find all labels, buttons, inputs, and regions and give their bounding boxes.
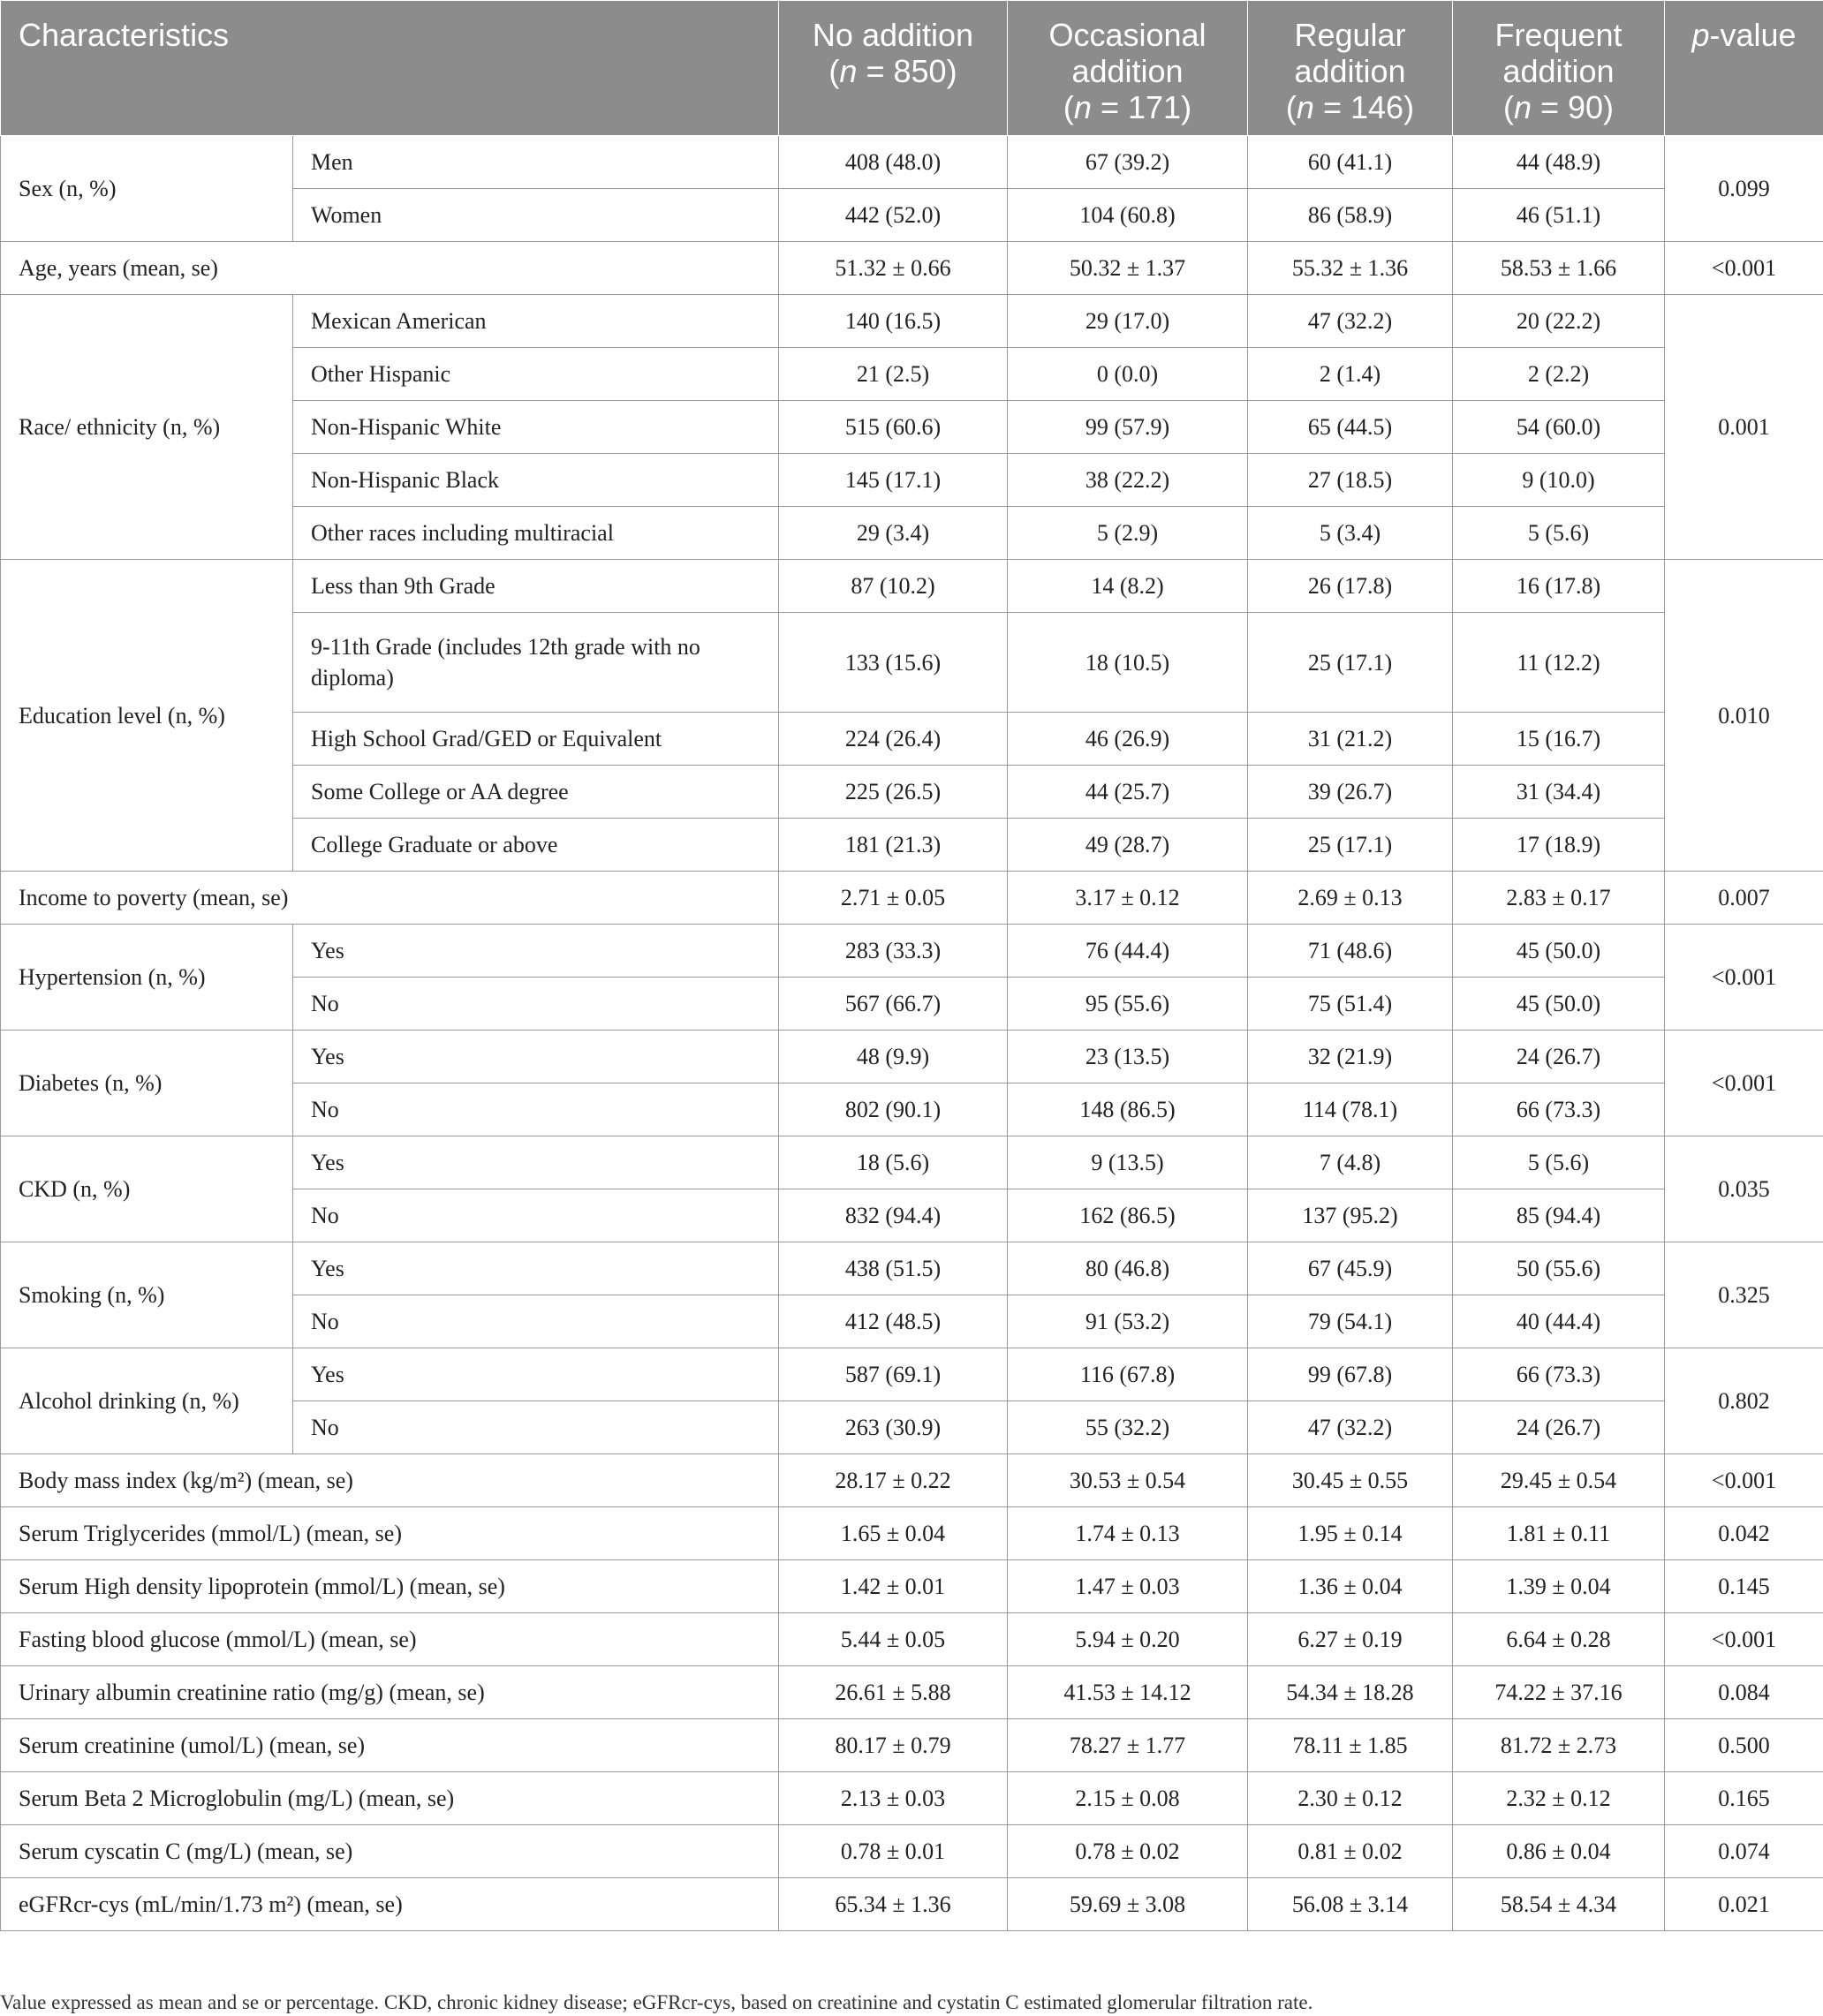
cell-value: 16 (17.8) <box>1453 560 1665 613</box>
cell-value: 2.30 ± 0.12 <box>1248 1772 1453 1825</box>
group-label: Education level (n, %) <box>1 560 293 872</box>
cell-value: 60 (41.1) <box>1248 136 1453 189</box>
table-row <box>1 1613 1823 1666</box>
table-row <box>1 136 1823 189</box>
cell-value: 44 (48.9) <box>1453 136 1665 189</box>
table-row <box>1 1825 1823 1878</box>
sub-label: Other Hispanic <box>293 348 779 401</box>
cell-value: 67 (45.9) <box>1248 1242 1453 1295</box>
cell-value: 58.53 ± 1.66 <box>1453 242 1665 295</box>
table-row <box>1 1031 1823 1084</box>
cell-value: 54.34 ± 18.28 <box>1248 1666 1453 1719</box>
cell-value: 21 (2.5) <box>779 348 1008 401</box>
group-label: Race/ ethnicity (n, %) <box>1 295 293 560</box>
sub-label: Mexican American <box>293 295 779 348</box>
group-n: 171 <box>1127 89 1182 125</box>
sub-label: High School Grad/GED or Equivalent <box>293 713 779 766</box>
cell-value: 41.53 ± 14.12 <box>1008 1666 1248 1719</box>
cell-value: 1.95 ± 0.14 <box>1248 1507 1453 1560</box>
cell-value: 55.32 ± 1.36 <box>1248 242 1453 295</box>
row-label: Serum High density lipoprotein (mmol/L) (mean, se) <box>1 1560 779 1613</box>
sub-label: Non-Hispanic Black <box>293 454 779 507</box>
p-value: <0.001 <box>1665 1613 1823 1666</box>
table-row <box>1 1348 1823 1401</box>
p-value: <0.001 <box>1665 1454 1823 1507</box>
cell-value: 46 (26.9) <box>1008 713 1248 766</box>
sub-label: Men <box>293 136 779 189</box>
cell-value: 1.39 ± 0.04 <box>1453 1560 1665 1613</box>
sub-label: Women <box>293 189 779 242</box>
row-label: eGFRcr-cys (mL/min/1.73 m²) (mean, se) <box>1 1878 779 1931</box>
cell-value: 133 (15.6) <box>779 613 1008 713</box>
cell-value: 50 (55.6) <box>1453 1242 1665 1295</box>
cell-value: 225 (26.5) <box>779 766 1008 819</box>
row-label: Serum creatinine (umol/L) (mean, se) <box>1 1719 779 1772</box>
cell-value: 65 (44.5) <box>1248 401 1453 454</box>
p-value: 0.001 <box>1665 295 1823 560</box>
cell-value: 1.81 ± 0.11 <box>1453 1507 1665 1560</box>
cell-value: 78.11 ± 1.85 <box>1248 1719 1453 1772</box>
group-n: 90 <box>1568 89 1604 125</box>
table-row <box>1 295 1823 348</box>
cell-value: 95 (55.6) <box>1008 978 1248 1031</box>
cell-value: 45 (50.0) <box>1453 925 1665 978</box>
row-label: Urinary albumin creatinine ratio (mg/g) (mean, se) <box>1 1666 779 1719</box>
header-group: No addition (n = 850) <box>779 1 1008 136</box>
row-label: Age, years (mean, se) <box>1 242 779 295</box>
group-n: 146 <box>1350 89 1404 125</box>
cell-value: 23 (13.5) <box>1008 1031 1248 1084</box>
cell-value: 18 (5.6) <box>779 1136 1008 1189</box>
cell-value: 67 (39.2) <box>1008 136 1248 189</box>
table-row <box>1 1719 1823 1772</box>
sub-label: Yes <box>293 1242 779 1295</box>
cell-value: 80 (46.8) <box>1008 1242 1248 1295</box>
sub-label: College Graduate or above <box>293 819 779 872</box>
sub-label: Yes <box>293 1031 779 1084</box>
cell-value: 7 (4.8) <box>1248 1136 1453 1189</box>
cell-value: 104 (60.8) <box>1008 189 1248 242</box>
cell-value: 31 (34.4) <box>1453 766 1665 819</box>
cell-value: 24 (26.7) <box>1453 1031 1665 1084</box>
cell-value: 2 (2.2) <box>1453 348 1665 401</box>
group-label: Diabetes (n, %) <box>1 1031 293 1136</box>
cell-value: 76 (44.4) <box>1008 925 1248 978</box>
cell-value: 5 (2.9) <box>1008 507 1248 560</box>
cell-value: 6.64 ± 0.28 <box>1453 1613 1665 1666</box>
cell-value: 65.34 ± 1.36 <box>779 1878 1008 1931</box>
cell-value: 38 (22.2) <box>1008 454 1248 507</box>
cell-value: 6.27 ± 0.19 <box>1248 1613 1453 1666</box>
cell-value: 31 (21.2) <box>1248 713 1453 766</box>
group-label: CKD (n, %) <box>1 1136 293 1242</box>
row-label: Serum Triglycerides (mmol/L) (mean, se) <box>1 1507 779 1560</box>
cell-value: 17 (18.9) <box>1453 819 1665 872</box>
sub-label: No <box>293 1401 779 1454</box>
cell-value: 2.32 ± 0.12 <box>1453 1772 1665 1825</box>
cell-value: 181 (21.3) <box>779 819 1008 872</box>
header-row <box>1 1 1823 136</box>
cell-value: 5 (3.4) <box>1248 507 1453 560</box>
cell-value: 56.08 ± 3.14 <box>1248 1878 1453 1931</box>
table-row <box>1 925 1823 978</box>
cell-value: 137 (95.2) <box>1248 1189 1453 1242</box>
header-group: Regular addition (n = 146) <box>1248 1 1453 136</box>
sub-label: No <box>293 978 779 1031</box>
cell-value: 55 (32.2) <box>1008 1401 1248 1454</box>
cell-value: 50.32 ± 1.37 <box>1008 242 1248 295</box>
cell-value: 832 (94.4) <box>779 1189 1008 1242</box>
cell-value: 74.22 ± 37.16 <box>1453 1666 1665 1719</box>
cell-value: 25 (17.1) <box>1248 613 1453 713</box>
sub-label: Less than 9th Grade <box>293 560 779 613</box>
cell-value: 515 (60.6) <box>779 401 1008 454</box>
cell-value: 32 (21.9) <box>1248 1031 1453 1084</box>
cell-value: 91 (53.2) <box>1008 1295 1248 1348</box>
table-row <box>1 1772 1823 1825</box>
cell-value: 114 (78.1) <box>1248 1084 1453 1136</box>
cell-value: 567 (66.7) <box>779 978 1008 1031</box>
cell-value: 45 (50.0) <box>1453 978 1665 1031</box>
sub-label: No <box>293 1295 779 1348</box>
cell-value: 29 (3.4) <box>779 507 1008 560</box>
table-row <box>1 1242 1823 1295</box>
cell-value: 0.78 ± 0.01 <box>779 1825 1008 1878</box>
p-value: 0.042 <box>1665 1507 1823 1560</box>
group-name: No addition <box>812 17 974 53</box>
table-row <box>1 242 1823 295</box>
p-value: 0.021 <box>1665 1878 1823 1931</box>
cell-value: 408 (48.0) <box>779 136 1008 189</box>
cell-value: 30.45 ± 0.55 <box>1248 1454 1453 1507</box>
cell-value: 46 (51.1) <box>1453 189 1665 242</box>
cell-value: 71 (48.6) <box>1248 925 1453 978</box>
cell-value: 116 (67.8) <box>1008 1348 1248 1401</box>
header-p-value: p-value <box>1665 1 1823 136</box>
cell-value: 44 (25.7) <box>1008 766 1248 819</box>
cell-value: 0.78 ± 0.02 <box>1008 1825 1248 1878</box>
cell-value: 438 (51.5) <box>779 1242 1008 1295</box>
cell-value: 1.36 ± 0.04 <box>1248 1560 1453 1613</box>
group-name: Regular addition <box>1294 17 1406 89</box>
cell-value: 20 (22.2) <box>1453 295 1665 348</box>
cell-value: 59.69 ± 3.08 <box>1008 1878 1248 1931</box>
sub-label: Other races including multiracial <box>293 507 779 560</box>
cell-value: 39 (26.7) <box>1248 766 1453 819</box>
sub-label: Non-Hispanic White <box>293 401 779 454</box>
group-label: Smoking (n, %) <box>1 1242 293 1348</box>
table-row <box>1 1136 1823 1189</box>
cell-value: 2.13 ± 0.03 <box>779 1772 1008 1825</box>
p-value: <0.001 <box>1665 1031 1823 1136</box>
table-row <box>1 1454 1823 1507</box>
cell-value: 29 (17.0) <box>1008 295 1248 348</box>
cell-value: 26.61 ± 5.88 <box>779 1666 1008 1719</box>
cell-value: 85 (94.4) <box>1453 1189 1665 1242</box>
group-name: Occasional addition <box>1048 17 1207 89</box>
table-footnote: Value expressed as mean and se or percentage. CKD, chronic kidney disease; eGFRcr-cys, based on creatinine and cystatin C estimated glomerular filtration rate. <box>0 1991 1313 2013</box>
cell-value: 1.42 ± 0.01 <box>779 1560 1008 1613</box>
cell-value: 58.54 ± 4.34 <box>1453 1878 1665 1931</box>
p-value: 0.325 <box>1665 1242 1823 1348</box>
cell-value: 51.32 ± 0.66 <box>779 242 1008 295</box>
sub-label: 9-11th Grade (includes 12th grade with no diploma) <box>293 613 779 713</box>
cell-value: 162 (86.5) <box>1008 1189 1248 1242</box>
row-label: Body mass index (kg/m²) (mean, se) <box>1 1454 779 1507</box>
cell-value: 27 (18.5) <box>1248 454 1453 507</box>
cell-value: 145 (17.1) <box>779 454 1008 507</box>
group-name: Frequent addition <box>1494 17 1623 89</box>
cell-value: 28.17 ± 0.22 <box>779 1454 1008 1507</box>
table-row <box>1 1878 1823 1931</box>
cell-value: 0 (0.0) <box>1008 348 1248 401</box>
group-label: Sex (n, %) <box>1 136 293 242</box>
p-value: 0.035 <box>1665 1136 1823 1242</box>
cell-value: 140 (16.5) <box>779 295 1008 348</box>
sub-label: Some College or AA degree <box>293 766 779 819</box>
p-value: 0.500 <box>1665 1719 1823 1772</box>
group-label: Alcohol drinking (n, %) <box>1 1348 293 1454</box>
p-value: 0.007 <box>1665 872 1823 925</box>
cell-value: 587 (69.1) <box>779 1348 1008 1401</box>
p-value: <0.001 <box>1665 925 1823 1031</box>
cell-value: 9 (10.0) <box>1453 454 1665 507</box>
cell-value: 1.65 ± 0.04 <box>779 1507 1008 1560</box>
cell-value: 224 (26.4) <box>779 713 1008 766</box>
sub-label: Yes <box>293 1136 779 1189</box>
cell-value: 442 (52.0) <box>779 189 1008 242</box>
cell-value: 80.17 ± 0.79 <box>779 1719 1008 1772</box>
cell-value: 1.47 ± 0.03 <box>1008 1560 1248 1613</box>
cell-value: 11 (12.2) <box>1453 613 1665 713</box>
cell-value: 26 (17.8) <box>1248 560 1453 613</box>
cell-value: 412 (48.5) <box>779 1295 1008 1348</box>
header-characteristics: Characteristics <box>1 1 779 136</box>
cell-value: 47 (32.2) <box>1248 1401 1453 1454</box>
cell-value: 9 (13.5) <box>1008 1136 1248 1189</box>
p-value: 0.010 <box>1665 560 1823 872</box>
cell-value: 5 (5.6) <box>1453 507 1665 560</box>
cell-value: 87 (10.2) <box>779 560 1008 613</box>
cell-value: 29.45 ± 0.54 <box>1453 1454 1665 1507</box>
cell-value: 14 (8.2) <box>1008 560 1248 613</box>
cell-value: 78.27 ± 1.77 <box>1008 1719 1248 1772</box>
sub-label: No <box>293 1084 779 1136</box>
p-value: 0.099 <box>1665 136 1823 242</box>
p-value: <0.001 <box>1665 242 1823 295</box>
cell-value: 66 (73.3) <box>1453 1084 1665 1136</box>
cell-value: 49 (28.7) <box>1008 819 1248 872</box>
cell-value: 18 (10.5) <box>1008 613 1248 713</box>
cell-value: 1.74 ± 0.13 <box>1008 1507 1248 1560</box>
cell-value: 30.53 ± 0.54 <box>1008 1454 1248 1507</box>
cell-value: 75 (51.4) <box>1248 978 1453 1031</box>
group-n: 850 <box>893 53 947 89</box>
cell-value: 2.83 ± 0.17 <box>1453 872 1665 925</box>
cell-value: 283 (33.3) <box>779 925 1008 978</box>
cell-value: 5.44 ± 0.05 <box>779 1613 1008 1666</box>
row-label: Serum cyscatin C (mg/L) (mean, se) <box>1 1825 779 1878</box>
table-row <box>1 560 1823 613</box>
table-row <box>1 1507 1823 1560</box>
header-group: Occasional addition (n = 171) <box>1008 1 1248 136</box>
table-row <box>1 1560 1823 1613</box>
cell-value: 148 (86.5) <box>1008 1084 1248 1136</box>
p-value: 0.165 <box>1665 1772 1823 1825</box>
p-value: 0.084 <box>1665 1666 1823 1719</box>
cell-value: 2 (1.4) <box>1248 348 1453 401</box>
cell-value: 3.17 ± 0.12 <box>1008 872 1248 925</box>
cell-value: 2.71 ± 0.05 <box>779 872 1008 925</box>
cell-value: 2.69 ± 0.13 <box>1248 872 1453 925</box>
cell-value: 24 (26.7) <box>1453 1401 1665 1454</box>
cell-value: 47 (32.2) <box>1248 295 1453 348</box>
cell-value: 48 (9.9) <box>779 1031 1008 1084</box>
cell-value: 802 (90.1) <box>779 1084 1008 1136</box>
cell-value: 15 (16.7) <box>1453 713 1665 766</box>
cell-value: 86 (58.9) <box>1248 189 1453 242</box>
row-label: Serum Beta 2 Microglobulin (mg/L) (mean, se) <box>1 1772 779 1825</box>
table-body <box>1 136 1823 1931</box>
row-label: Fasting blood glucose (mmol/L) (mean, se) <box>1 1613 779 1666</box>
cell-value: 25 (17.1) <box>1248 819 1453 872</box>
cell-value: 2.15 ± 0.08 <box>1008 1772 1248 1825</box>
cell-value: 5 (5.6) <box>1453 1136 1665 1189</box>
group-label: Hypertension (n, %) <box>1 925 293 1031</box>
sub-label: Yes <box>293 1348 779 1401</box>
table-row <box>1 872 1823 925</box>
p-value: 0.802 <box>1665 1348 1823 1454</box>
header-group: Frequent addition (n = 90) <box>1453 1 1665 136</box>
p-value: 0.074 <box>1665 1825 1823 1878</box>
row-label: Income to poverty (mean, se) <box>1 872 779 925</box>
cell-value: 79 (54.1) <box>1248 1295 1453 1348</box>
cell-value: 0.86 ± 0.04 <box>1453 1825 1665 1878</box>
cell-value: 54 (60.0) <box>1453 401 1665 454</box>
cell-value: 99 (57.9) <box>1008 401 1248 454</box>
cell-value: 40 (44.4) <box>1453 1295 1665 1348</box>
cell-value: 0.81 ± 0.02 <box>1248 1825 1453 1878</box>
cell-value: 5.94 ± 0.20 <box>1008 1613 1248 1666</box>
cell-value: 99 (67.8) <box>1248 1348 1453 1401</box>
sub-label: No <box>293 1189 779 1242</box>
p-value: 0.145 <box>1665 1560 1823 1613</box>
cell-value: 66 (73.3) <box>1453 1348 1665 1401</box>
table-row <box>1 1666 1823 1719</box>
cell-value: 81.72 ± 2.73 <box>1453 1719 1665 1772</box>
cell-value: 263 (30.9) <box>779 1401 1008 1454</box>
sub-label: Yes <box>293 925 779 978</box>
